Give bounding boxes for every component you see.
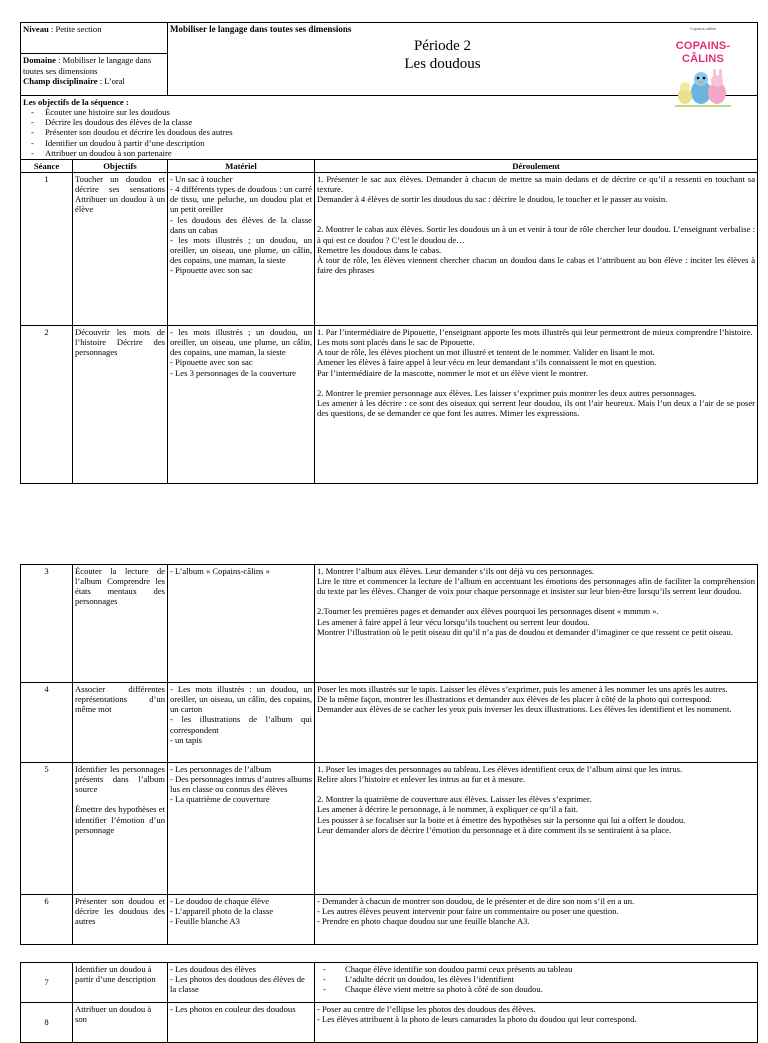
deroulement-list — [317, 964, 755, 994]
materiel-line: - Les photos en couleur des doudous — [170, 1004, 296, 1014]
deroulement-cell — [315, 1003, 758, 1043]
objective-item: - Identifier un doudou à partir d’une description — [49, 138, 755, 148]
deroulement-line: - Poser au centre de l’ellipse les photos des doudous des élèves. — [317, 1004, 536, 1014]
spacer — [317, 784, 755, 794]
deroulement-line: 1. Par l’intermédiaire de Pipouette, l’enseignant apporte les mots illustrés qui leur permettront de mieux comprendre l’histoire. — [317, 326, 753, 337]
materiel-cell — [168, 763, 315, 895]
spacer — [317, 596, 755, 606]
deroulement-line: Les amener à faire appel à leur vécu lorsqu’ils touchent ou serrent leur doudou. — [317, 616, 590, 627]
deroulement-cell — [315, 963, 758, 1003]
deroulement-line: 2. Montrer la quatrième de couverture aux élèves. Laisser les élèves s’exprimer. — [317, 794, 592, 805]
materiel-line: - Un sac à toucher — [170, 173, 233, 184]
deroulement-cell — [315, 565, 758, 683]
table-row — [21, 895, 758, 945]
objectifs-cell: Présenter son doudou et décrire les doudous des autres — [73, 895, 168, 945]
niveau-label: Niveau — [23, 24, 49, 34]
materiel-line: - L’album « Copains-câlins » — [170, 566, 270, 576]
materiel-line: - Les mots illustrés : un doudou, un oreiller, un oiseau, un câlin, des copains, un carton — [170, 684, 312, 715]
niveau-value: : Petite section — [48, 24, 102, 34]
theme-title: Les doudous — [404, 55, 481, 72]
materiel-line: - Le doudou de chaque élève — [170, 896, 270, 906]
materiel-cell — [168, 895, 315, 945]
materiel-line: - Les doudous des élèves — [170, 964, 256, 974]
deroulement-line: 1. Poser les images des personnages au tableau. Les élèves identifient ceux de l’album ainsi que les intrus. — [317, 764, 683, 774]
deroulement-line: Montrer l’illustration où le petit oiseau dit qu’il n’a pas de doudou et demander d’imaginer ce que ressent ce petit oiseau. — [317, 626, 733, 637]
seance-number: 8 — [21, 1003, 73, 1043]
deroulement-line: Demander à 4 élèves de sortir les doudous du sac : décrire le doudou, le toucher et le passer au voisin. — [317, 194, 668, 205]
deroulement-line: Remettre les doudous dans le cabas. — [317, 244, 442, 255]
table-row — [21, 172, 758, 325]
table-row — [21, 325, 758, 483]
materiel-line: - Des personnages intrus d’autres albums lus en classe ou connus des élèves — [170, 774, 312, 795]
deroulement-line: - Chaque élève vient mettre sa photo à côté de son doudou. — [347, 984, 755, 994]
materiel-line: - Les 3 personnages de la couverture — [170, 367, 296, 378]
champ-label: Champ disciplinaire — [23, 75, 98, 86]
deroulement-line: 2. Montrer le cabas aux élèves. Sortir les doudous un à un et venir à tour de rôle chercher leur doudou. L’enseignant verbalise : à qui est ce doudou ? C’est le doudou de… — [317, 224, 756, 245]
sequence-table-page3 — [20, 962, 758, 1043]
deroulement-line: 1. Montrer l’album aux élèves. Leur demander s’ils ont déjà vu ces personnages. — [317, 566, 595, 576]
book-cover-logo — [655, 27, 751, 97]
deroulement-line: À tour de rôle, les élèves viennent chercher chacun un doudou dans le cabas et l’attribuent au bon élève : inciter les élèves à faire des phrases — [317, 254, 756, 275]
materiel-cell — [168, 325, 315, 483]
seance-number: 4 — [21, 683, 73, 763]
objectifs-cell: Attribuer un doudou à son — [73, 1003, 168, 1043]
deroulement-line: - Chaque élève identifie son doudou parmi ceux présents au tableau — [347, 964, 755, 974]
objectif-line: Identifier les personnages présents dans l’album source — [75, 764, 165, 795]
objectifs-cell: Associer différentes représentations d’un même mot — [73, 683, 168, 763]
deroulement-line: Les pousser à se focaliser sur la boite et à émettre des hypothèses sur la personne qui lui a offert le doudou. — [317, 814, 686, 825]
objectives-cell — [21, 96, 758, 160]
sequence-table-page2 — [20, 564, 758, 945]
deroulement-line: Les mots sont placés dans le sac de Pipouette. — [317, 337, 475, 348]
header-row — [21, 23, 758, 54]
deroulement-line: 2. Montrer le premier personnage aux élèves. Les laisser s’exprimer puis montrer les deux autres personnages. — [317, 387, 697, 398]
materiel-line: - 4 différents types de doudous : un carré de tissu, une peluche, un doudou plat et un petit oreiller — [170, 184, 312, 215]
materiel-line: - L’appareil photo de la classe — [170, 906, 274, 917]
objectives-title: Les objectifs de la séquence : — [23, 97, 129, 107]
col-header-objectifs: Objectifs — [73, 159, 168, 172]
col-header-seance: Séance — [21, 159, 73, 172]
table-row — [21, 565, 758, 683]
deroulement-line: A tour de rôle, les élèves piochent un mot illustré et tentent de le nommer. Valider en lisant le mot. — [317, 347, 655, 358]
deroulement-line: - Les élèves attribuent à la photo de leurs camarades la photo du doudou qui leur correspond. — [317, 1014, 637, 1025]
champ-value: : L’oral — [97, 75, 125, 86]
logo-caption: Copains-câlins — [689, 26, 717, 31]
col-header-deroulement: Déroulement — [315, 159, 758, 172]
deroulement-line: Les amener à décrire le personnage, à le nommer, à expliquer ce qu’il a fait. — [317, 804, 578, 815]
materiel-cell — [168, 683, 315, 763]
column-header-row — [21, 159, 758, 172]
objective-item: - Décrire les doudous des élèves de la classe — [49, 117, 755, 127]
materiel-cell — [168, 565, 315, 683]
objectives-row — [21, 96, 758, 160]
spacer — [317, 214, 755, 224]
deroulement-line: Leur demander alors de décrire l’émotion du personnage et à dire comment ils se sentiraient à sa place. — [317, 824, 672, 835]
objective-item: - Présenter son doudou et décrire les doudous des autres — [49, 127, 755, 137]
deroulement-line: - Demander à chacun de montrer son doudou, de le présenter et de dire son nom s’il en a un. — [317, 896, 635, 906]
materiel-line: - les doudous des élèves de la classe dans un cabas — [170, 214, 312, 235]
deroulement-line: Demander aux élèves de se cacher les yeux puis inverser les deux illustrations. Les élèves les identifient et les nomment. — [317, 704, 732, 715]
seance-number: 3 — [21, 565, 73, 683]
periode-title: Période 2 — [413, 37, 472, 54]
objective-item: - Écouter une histoire sur les doudous — [49, 107, 755, 117]
table-row — [21, 963, 758, 1003]
seance-number: 7 — [21, 963, 73, 1003]
logo-text: COPAINS-CÂLINS — [675, 39, 731, 65]
objectifs-cell: Toucher un doudou et décrire ses sensations Attribuer un doudou à un élève — [73, 172, 168, 325]
deroulement-line: 1. Présenter le sac aux élèves. Demander à chacun de mettre sa main dedans et de décrire ce qu’il a ressenti en touchant sa texture. — [317, 173, 756, 195]
domaine-value: : Mobiliser le langage dans toutes ses dimensions — [23, 55, 152, 76]
deroulement-line: - L’adulte décrit un doudou, les élèves l’identifient — [347, 974, 755, 984]
domaine-label: Domaine — [23, 55, 56, 66]
materiel-line: - les illustrations de l’album qui correspondent — [170, 714, 312, 735]
niveau-cell — [21, 23, 168, 54]
table-row — [21, 763, 758, 895]
materiel-cell — [168, 963, 315, 1003]
col-header-materiel: Matériel — [168, 159, 315, 172]
objectifs-cell — [73, 763, 168, 895]
materiel-line: - les mots illustrés ; un doudou, un oreiller, un oiseau, une plume, un câlin, des copains, une maman, la sieste — [170, 326, 312, 358]
deroulement-line: 2.Tourner les premières pages et demander aux élèves pourquoi les personnages disent « mmmm ». — [317, 606, 659, 617]
deroulement-line: Par l’intermédiaire de la mascotte, nommer le mot et un élève vient le montrer. — [317, 367, 588, 378]
deroulement-line: - Prendre en photo chaque doudou sur une feuille blanche A3. — [317, 916, 530, 927]
materiel-line: - Les photos des doudous des élèves de la classe — [170, 974, 305, 995]
seance-number: 5 — [21, 763, 73, 895]
top-title: Mobiliser le langage dans toutes ses dimensions — [170, 24, 352, 34]
materiel-cell — [168, 1003, 315, 1043]
spacer — [75, 794, 165, 804]
table-row — [21, 683, 758, 763]
deroulement-cell — [315, 172, 758, 325]
objectifs-cell: Découvrir les mots de l’histoire Décrire des personnages — [73, 325, 168, 483]
deroulement-line: De la même façon, montrer les illustrations et demander aux élèves de les placer à côté de la photo qui correspond. — [317, 694, 712, 705]
deroulement-line: Lire le titre et commencer la lecture de l’album en accentuant les émotions des personnages afin de faciliter la compréhension du texte par les élèves. Changer de voix pour chaque personnage et insister sur leur bien-être lorsqu’ils serrent leur doudou. — [317, 576, 755, 597]
seance-number: 6 — [21, 895, 73, 945]
birds-illustration-icon — [655, 66, 751, 110]
objectives-list — [23, 107, 755, 158]
materiel-cell — [168, 172, 315, 325]
materiel-line: - Pipouette avec son sac — [170, 357, 253, 368]
table-row — [21, 1003, 758, 1043]
objectifs-cell: Écouter la lecture de l’album Comprendre les états mentaux des personnages — [73, 565, 168, 683]
deroulement-cell — [315, 895, 758, 945]
deroulement-line: Poser les mots illustrés sur le tapis. Laisser les élèves s’exprimer, puis les amener à les nommer les uns après les autres. — [317, 684, 728, 694]
deroulement-cell — [315, 763, 758, 895]
title-cell — [168, 23, 758, 96]
objectifs-cell: Identifier un doudou à partir d’une description — [73, 963, 168, 1003]
deroulement-cell — [315, 683, 758, 763]
deroulement-line: Les amener à les décrire : ce sont des oiseaux qui serrent leur doudou, ils ont l’air heureux. Mais l’un deux a l’air de se poser des questions, de se demander ce que font les autres. Mimer les expressions. — [317, 397, 756, 418]
objective-item: - Attribuer un doudou à son partenaire — [49, 148, 755, 158]
deroulement-line: Relire alors l’histoire et enlever les intrus au fur et à mesure. — [317, 774, 526, 785]
sequence-table-page1 — [20, 22, 758, 484]
materiel-line: - les mots illustrés ; un doudou, un oreiller, un oiseau, une plume, un câlin, des copains, une maman, la sieste — [170, 234, 312, 266]
seance-number: 1 — [21, 172, 73, 325]
spacer — [317, 204, 755, 214]
deroulement-line: Amener les élèves à faire appel à leur vécu en leur demandant s’ils connaissent le mot en question. — [317, 357, 657, 368]
materiel-line: - Les personnages de l’album — [170, 764, 272, 774]
deroulement-line: - Les autres élèves peuvent intervenir pour faire un commentaire ou poser une question. — [317, 906, 619, 917]
seance-number: 2 — [21, 325, 73, 483]
materiel-line: - La quatrième de couverture — [170, 794, 270, 805]
materiel-line: - Feuille blanche A3 — [170, 916, 240, 927]
materiel-line: - Pipouette avec son sac — [170, 265, 253, 276]
materiel-line: - un tapis — [170, 734, 202, 745]
domaine-cell — [21, 54, 168, 96]
objectif-line: Émettre des hypothèses et identifier l’émotion d’un personnage — [75, 804, 165, 835]
deroulement-cell — [315, 325, 758, 483]
spacer — [317, 378, 755, 388]
